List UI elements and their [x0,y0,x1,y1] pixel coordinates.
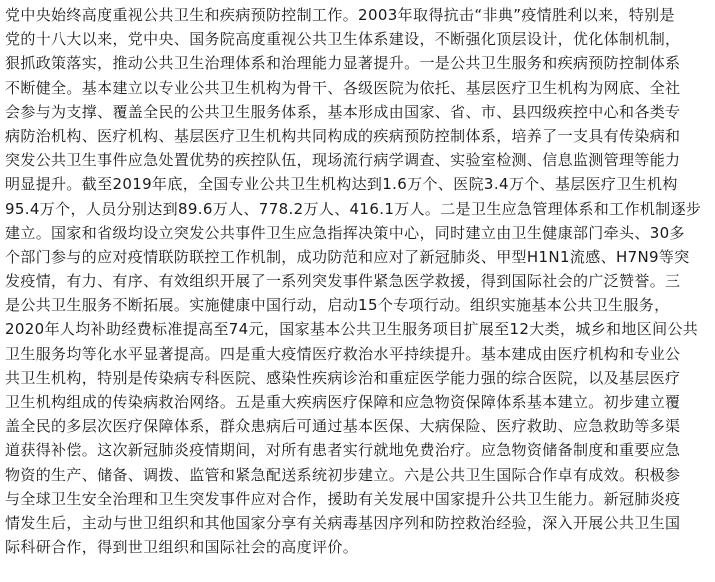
text-line: 个部门参与的应对疫情联防联控工作机制，成功防范和应对了新冠肺炎、甲型H1N1流感、H7N9等突 [5,247,690,266]
text-line: 狠抓政策落实，推动公共卫生治理体系和治理能力显著提升。一是公共卫生服务和疾病预防控制体系 [5,54,681,73]
text-line: 突发公共卫生事件应急处置优势的疾控队伍，现场流行病学调查、实验室检测、信息监测管理等能力 [5,151,681,170]
text-line: 情发生后，主动与世卫组织和其他国家分享有关病毒基因序列和防控救治经验，深入开展公共卫生国 [5,513,681,532]
text-line: 物资的生产、储备、调拨、监管和紧急配送系统初步建立。六是公共卫生国际合作卓有成效。积极参 [5,465,681,484]
text-line: 卫生机构组成的传染病救治网络。五是重大疾病医疗保障和应急物资保障体系基本建立。初步建立覆 [5,393,681,411]
text-line: 盖全民的多层次医疗保障体系，群众患病后可通过基本医保、大病保险、医疗救助、应急救助等多渠 [5,417,681,436]
text-line: 党中央始终高度重视公共卫生和疾病预防控制工作。2003年取得抗击“非典”疫情胜利以来，特别是 [5,6,675,24]
text-line: 建立。国家和省级均设立突发公共事件卫生应急指挥决策中心，同时建立由卫生健康部门牵头、30多 [5,223,685,242]
text-line: 不断健全。基本建立以专业公共卫生机构为骨干、各级医院为依托、基层医疗卫生机构为网底、全社 [5,78,681,97]
text-line: 际科研合作，得到世卫组织和国际社会的高度评价。 [5,538,359,557]
text-line: 明显提升。截至2019年底，全国专业公共卫生机构达到1.6万个、医院3.4万个、基层医疗卫生机构 [5,175,678,194]
text-line: 党的十八大以来，党中央、国务院高度重视公共卫生体系建设，不断强化顶层设计，优化体制机制， [5,30,681,49]
text-line: 95.4万个，人员分别达到89.6万人、778.2万人、416.1万人。二是卫生应急管理体系和工作机制逐步 [5,199,702,218]
text-line: 会参与为支撑、覆盖全民的公共卫生服务体系，基本形成由国家、省、市、县四级疾控中心和各类专 [5,102,681,121]
text-line: 是公共卫生服务不断拓展。实施健康中国行动，启动15个专项行动。组织实施基本公共卫生服务， [5,296,670,315]
text-line: 卫生服务均等化水平显著提高。四是重大疫情医疗救治水平持续提升。基本建成由医疗机构和专业公 [5,344,681,363]
text-line: 病防治机构、医疗机构、基层医疗卫生机构共同构成的疾病预防控制体系，培养了一支具有传染病和 [5,126,681,145]
text-line: 与全球卫生安全治理和卫生突发事件应对合作，援助有关发展中国家提升公共卫生能力。新冠肺炎疫 [5,489,681,508]
text-line: 共卫生机构，特别是传染病专科医院、感染性疾病诊治和重症医学能力强的综合医院，以及基层医疗 [5,368,681,387]
text-line: 发疫情，有力、有序、有效组织开展了一系列突发事件紧急医学救援，得到国际社会的广泛赞誉。三 [5,272,681,291]
text-line: 2020年人均补助经费标准提高至74元，国家基本公共卫生服务项目扩展至12大类，城乡和地区间公共 [5,320,699,339]
text-line: 道获得补偿。这次新冠肺炎疫情期间，对所有患者实行就地免费治疗。应急物资储备制度和重要应急 [5,441,681,460]
